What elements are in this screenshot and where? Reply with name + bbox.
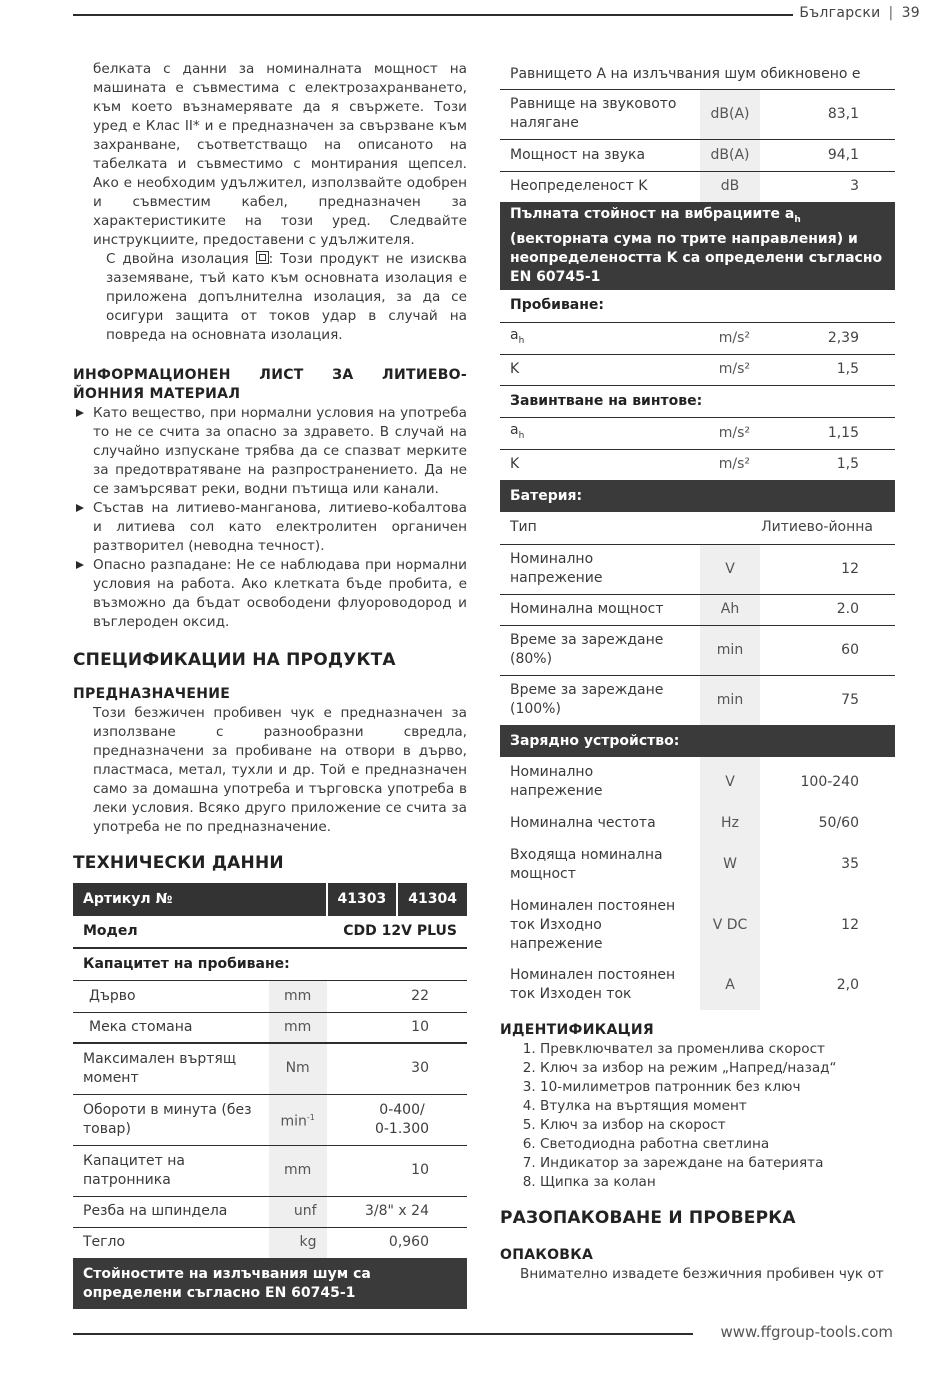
charger-output-current-value: 2,0 [836, 976, 859, 993]
table-row [73, 980, 467, 1012]
charger-frequency-value: 50/60 [818, 814, 859, 831]
article-label: Артикул № [73, 883, 327, 916]
footer-rule [73, 1333, 693, 1335]
torque-value: 30 [327, 1043, 467, 1094]
wood-unit: mm [269, 980, 327, 1012]
table-row [73, 1258, 467, 1309]
table-row [500, 449, 895, 480]
weight-value: 0,960 [388, 1234, 429, 1251]
noise-intro: Равнището A на излъчвания шум обикновено е [500, 60, 895, 89]
left-column [73, 60, 467, 1309]
list-item: 3. 10-милиметров патронник без ключ [540, 1078, 895, 1097]
drilling-label: Пробиване: [500, 290, 895, 322]
list-item: 5. Ключ за избор на скорост [540, 1116, 895, 1135]
table-row [73, 1012, 467, 1043]
lithium-bullet: Опасно разпадане: Не се наблюдава при нормални условия на работа. Ако клетката бъде пробита, е възможно да бъдат освободени флуороводород и въглероден оксид. [73, 556, 467, 632]
right-column [500, 60, 895, 1284]
charger-input-label: Входяща номинална мощност [510, 846, 663, 882]
list-item: 7. Индикатор за зареждане на батерията [540, 1154, 895, 1173]
charger-input-value: 35 [841, 856, 859, 872]
table-row [500, 890, 895, 960]
drilling-k-unit: m/s² [700, 354, 760, 385]
drilling-k-label: K [500, 354, 700, 385]
battery-capacity-label: Номинална мощност [500, 594, 700, 625]
table-row [500, 290, 895, 322]
table-row [500, 139, 895, 171]
ah-letter: a [510, 326, 519, 343]
charge-80-value: 60 [760, 625, 895, 675]
chuck-unit: mm [269, 1145, 327, 1196]
chuck-value: 10 [327, 1145, 467, 1196]
drilling-ah-unit: m/s² [700, 322, 760, 354]
table-row [500, 725, 895, 757]
tech-heading: ТЕХНИЧЕСКИ ДАННИ [73, 853, 284, 873]
table-row [500, 544, 895, 594]
chuck-label: Капацитет на патронника [73, 1145, 269, 1196]
screwing-ah-label [500, 417, 700, 449]
table-row [500, 594, 895, 625]
unpacking-heading: РАЗОПАКОВАНЕ И ПРОВЕРКА [500, 1208, 796, 1228]
vibration-header-text-a: Пълната стойност на вибрациите a [510, 206, 795, 223]
charger-output-voltage-value: 12 [841, 916, 859, 933]
table-row [73, 883, 467, 916]
battery-voltage-unit: V [700, 544, 760, 594]
charger-voltage-label: Номинално напрежение [510, 764, 603, 799]
weight-unit: kg [269, 1227, 327, 1258]
thread-unit: unf [269, 1196, 327, 1227]
screwing-k-label: K [510, 456, 520, 473]
charger-output-voltage-label: Номинален постоянен ток Изходно напрежение [510, 897, 676, 952]
table-row [500, 512, 895, 544]
charge-80-label: Време за зареждане (80%) [500, 625, 700, 675]
list-item: 8. Щипка за колан [540, 1173, 895, 1192]
screwing-ah-value: 1,15 [760, 417, 895, 449]
footer-url: www.ffgroup-tools.com [720, 1323, 893, 1341]
packaging-text: Внимателно извадете безжичния пробивен чук от [520, 1266, 884, 1282]
uncertainty-unit: dB [700, 171, 760, 202]
charger-output-voltage-unit: V DC [700, 890, 760, 960]
page-number: 39 [901, 5, 920, 21]
table-row [500, 757, 895, 807]
double-insulation-label: С двойна изолация [106, 251, 249, 267]
charge-100-unit: min [700, 675, 760, 725]
table-row [73, 916, 467, 948]
screwing-k-unit: m/s² [718, 456, 750, 473]
spec-heading: СПЕЦИФИКАЦИИ НА ПРОДУКТА [73, 650, 396, 670]
uncertainty-label: Неопределеност K [510, 178, 648, 195]
steel-label: Мека стомана [73, 1012, 269, 1043]
thread-label: Резба на шпиндела [73, 1196, 269, 1227]
article-41303: 41303 [327, 883, 398, 916]
ah-subscript: h [518, 335, 525, 346]
battery-capacity-value: 2.0 [760, 594, 895, 625]
wood-value: 22 [327, 980, 467, 1012]
pressure-unit: dB(A) [700, 89, 760, 139]
page-header [799, 5, 920, 21]
rpm-value [327, 1094, 467, 1145]
table-row [500, 89, 895, 139]
table-row [500, 385, 895, 417]
capacity-label: Капацитет на пробиване: [73, 948, 467, 980]
drilling-ah-value: 2,39 [760, 322, 895, 354]
model-value: CDD 12V PLUS [327, 916, 467, 948]
uncertainty-value: 3 [850, 178, 859, 195]
table-row [500, 417, 895, 449]
table-row [500, 839, 895, 890]
screwing-label: Завинтване на винтове: [500, 385, 895, 417]
tech-data-table [73, 883, 467, 1309]
drilling-ah-label [500, 322, 700, 354]
torque-label: Максимален въртящ момент [73, 1043, 269, 1094]
table-row [500, 60, 895, 89]
vibration-header-text-b: (векторната сума по трите направления) и неопределеността K са определени съгласно EN 60745-1 [510, 230, 883, 285]
paragraph-power-supply: белката с данни за номиналната мощност на машината е съвместима с електрозахранването, към което възнамерявате да я свържете. Този уред е Клас II* и е предназначен за свързване към захранване, съответстващо на описаното на табелката и съвместимо с монтирания щепсел. Ако е необходим удължител, използвайте одобрен и съвместим кабел, предназначен за характеристиките на този уред. Следвайте инструкциите, предоставени с удължителя. [93, 61, 467, 248]
drilling-k-value: 1,5 [760, 354, 895, 385]
header-language: Български [799, 5, 881, 21]
battery-type-value: Литиево-йонна [700, 512, 895, 544]
table-row [73, 1196, 467, 1227]
charger-output-current-unit: A [700, 960, 760, 1010]
ah-subscript: h [518, 430, 525, 441]
table-row [73, 1145, 467, 1196]
battery-voltage-value: 12 [760, 544, 895, 594]
header-rule [73, 14, 793, 16]
table-row [500, 625, 895, 675]
list-item: 6. Светодиодна работна светлина [540, 1135, 895, 1154]
list-item: 2. Ключ за избор на режим „Напред/назад“ [540, 1059, 895, 1078]
rpm-unit-base: min [280, 1113, 307, 1130]
charger-header: Зарядно устройство: [500, 725, 895, 757]
double-insulation-icon [256, 251, 269, 264]
rpm-unit [269, 1094, 327, 1145]
battery-voltage-label: Номинално напрежение [500, 544, 700, 594]
lithium-bullet: Състав на литиево-манганова, литиево-кобалтова и литиева сол като електролитен органичен разтворител (неводна течност). [73, 499, 467, 556]
charger-frequency-label: Номинална честота [510, 814, 656, 831]
identification-heading: ИДЕНТИФИКАЦИЯ [500, 1022, 654, 1038]
table-row [500, 675, 895, 725]
lithium-bullet: Като вещество, при нормални условия на употреба то не се счита за опасно за здравето. В случай на случайно изпускане трябва да се спазват мерките за предотвратяване на разпространението. Да не се замърсяват реки, водни пътища или канали. [73, 404, 467, 499]
charger-input-unit: W [700, 839, 760, 890]
thread-value: 3/8" x 24 [327, 1196, 467, 1227]
noise-header: Стойностите на излъчвания шум са определени съгласно EN 60745-1 [73, 1258, 467, 1309]
charger-output-current-label: Номинален постоянен ток Изходен ток [510, 967, 676, 1002]
pressure-value: 83,1 [760, 89, 895, 139]
article-41304: 41304 [397, 883, 467, 916]
torque-unit: Nm [269, 1043, 327, 1094]
table-row [500, 171, 895, 202]
screwing-k-value: 1,5 [836, 456, 859, 473]
table-row [500, 807, 895, 839]
rpm-unit-exponent: -1 [306, 1112, 315, 1122]
steel-unit: mm [269, 1012, 327, 1043]
vibration-header [500, 202, 895, 290]
battery-header: Батерия: [500, 480, 895, 512]
charger-voltage-value: 100-240 [800, 773, 859, 790]
paragraph-double-insulation [73, 250, 467, 345]
charge-100-value: 75 [841, 691, 859, 708]
rpm-value-text: 0-400/ 0-1.300 [374, 1101, 430, 1137]
table-row [500, 322, 895, 354]
vibration-header-sub: h [794, 214, 801, 225]
table-row [500, 354, 895, 385]
ah-letter: a [510, 421, 519, 438]
charge-80-unit: min [700, 625, 760, 675]
sound-power-label: Мощност на звука [500, 139, 700, 171]
rpm-label: Обороти в минута (без товар) [73, 1094, 269, 1145]
table-row [500, 960, 895, 1010]
pressure-label: Равнище на звуковото налягане [500, 89, 700, 139]
table-row [73, 1094, 467, 1145]
purpose-text: Този безжичен пробивен чук е предназначен за използване с разнообразни свредла, предназначени за пробиване на отвори в дърво, пластмаса, метал, тухли и др. Той е предназначен само за домашна употреба и търговска употреба в леки условия. Всяко друго приложение се счита за употреба не по предназначение. [93, 705, 467, 835]
battery-type-label: Тип [500, 512, 700, 544]
header-separator: | [888, 5, 894, 21]
specs-table [500, 60, 895, 1010]
identification-list [500, 1040, 895, 1192]
sound-power-unit: dB(A) [700, 139, 760, 171]
purpose-heading: ПРЕДНАЗНАЧЕНИЕ [73, 686, 231, 702]
sound-power-value: 94,1 [760, 139, 895, 171]
steel-value: 10 [327, 1012, 467, 1043]
wood-label: Дърво [73, 980, 269, 1012]
battery-capacity-unit: Ah [700, 594, 760, 625]
list-item: 1. Превключвател за променлива скорост [540, 1040, 895, 1059]
screwing-ah-unit: m/s² [700, 417, 760, 449]
packaging-heading: ОПАКОВКА [500, 1247, 594, 1263]
list-item: 4. Втулка на въртящия момент [540, 1097, 895, 1116]
model-label: Модел [73, 916, 327, 948]
lithium-heading: ИНФОРМАЦИОНЕН ЛИСТ ЗА ЛИТИЕВО-ЙОННИЯ МАТЕРИАЛ [73, 367, 467, 402]
table-row [73, 1227, 467, 1258]
charger-voltage-unit: V [700, 757, 760, 807]
table-row [73, 1043, 467, 1094]
table-row [500, 202, 895, 290]
charger-frequency-unit: Hz [700, 807, 760, 839]
table-row [73, 948, 467, 980]
charge-100-label: Време за зареждане (100%) [510, 682, 664, 718]
weight-label: Тегло [83, 1234, 126, 1251]
double-insulation-text: : Този продукт не изисква заземяване, тъй като към основната изолация е приложена допълнителна изолация, за да се осигури защита от токов удар в случай на повреда на основната изолация. [106, 251, 467, 343]
table-row [500, 480, 895, 512]
